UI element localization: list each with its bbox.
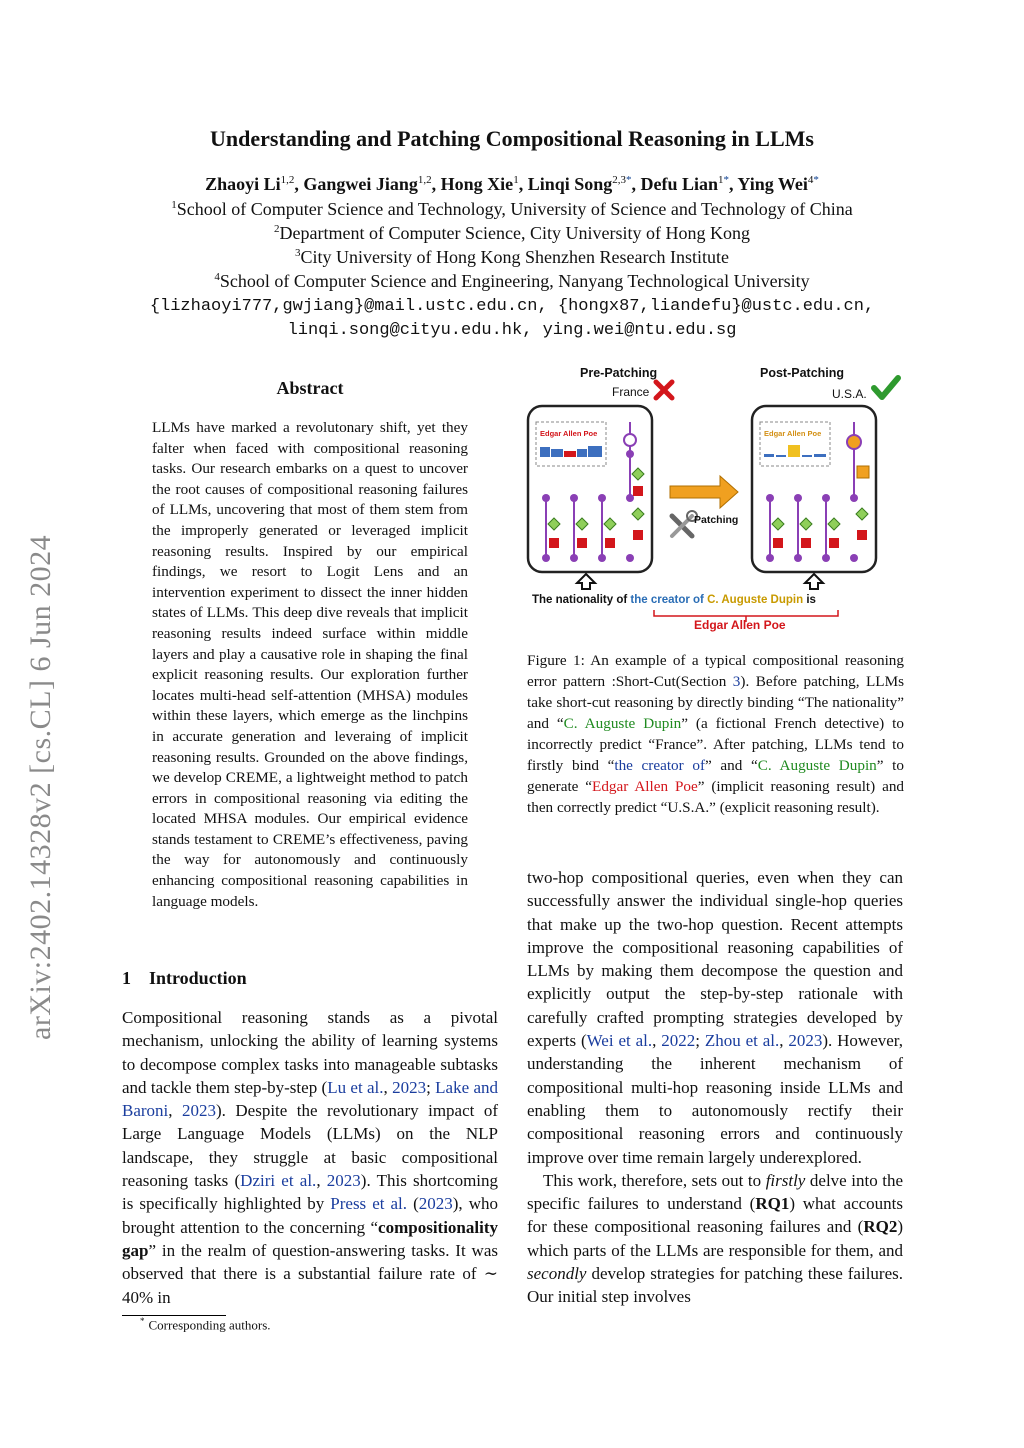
bridge-entity: Edgar Allen Poe [694,618,786,632]
affiliation: $^3$City University of Hong Kong Shenzhen Research Institute [295,247,729,267]
citation-link[interactable]: Lake and Baroni [122,1077,499,1121]
figure-diagram [524,358,910,638]
author: Ying Wei$^{4*}$ [737,174,819,194]
author: Gangwei Jiang$^{1,2}$, [303,174,441,194]
figure-1 [524,358,910,638]
paragraph: This work, therefore, sets out to firstly delve into the specific failures to understand (RQ1) what accounts for these compositional reasoning failures and (RQ2) which parts of the LLMs are responsible for them, and secondly develop strategies for patching these failures. Our initial step involves [527,1170,904,1307]
email-line: linqi.song@cityu.edu.hk, ying.wei@ntu.edu.sg [287,321,737,340]
figure-caption: Figure 1: An example of a typical compositional reasoning error pattern :Short-Cut(Section 3). Before patching, LLMs take short-cut reasoning by directly binding “The nationality” and “C. Auguste Dupin” (a fictional French detective) to incorrectly predict “France”. After patching, LLMs tend to firstly bind “the creator of” and “C. Auguste Dupin” to generate “Edgar Allen Poe” (implicit reasoning result) and then correctly predict “U.S.A.” (explicit reasoning result). [527,652,905,816]
section-heading: 1 Introduction [122,968,247,988]
implicit-result-label: Edgar Allen Poe [540,429,598,438]
affiliation: $^4$School of Computer Science and Engineering, Nanyang Technological University [214,271,810,291]
query-sentence: The nationality of the creator of C. Auguste Dupin is [532,594,816,606]
implicit-result-label: Edgar Allen Poe [764,429,822,438]
affiliation: $^2$Department of Computer Science, City University of Hong Kong [274,223,750,243]
citation-link[interactable]: 2023 [326,1171,361,1191]
citation-link[interactable]: Press et al. [330,1194,408,1214]
citation-link[interactable]: 2022 [661,1031,696,1051]
citation-link[interactable]: 2023 [788,1031,823,1051]
patching-label: Patching [694,514,739,526]
up-arrow-icon [805,574,823,589]
author-list [0,174,1024,195]
citation-link[interactable]: Dziri et al. [240,1171,317,1191]
citation-link[interactable]: Zhou et al. [704,1031,780,1051]
citation-link[interactable]: 2023 [418,1194,453,1214]
abstract-body: LLMs have marked a revolutonary shift, yet they falter when faced with compositional reasoning tasks. Our research embarks on a quest to uncover the root causes of compositional reasoning failures of LLMs, uncovering that most of them stem from the improperly generated or leveraged implicit reasoning results. Inspired by our empirical findings, we resort to Logit Lens and an intervention experiment to dissect the inner hidden states of LLMs. This deep dive reveals that implicit reasoning results indeed surface within middle layers and play a causative role in shaping the final explicit reasoning results. Our exploration further locates multi-head self-attention (MHSA) modules within these layers, which emerge as the linchpins in accurate generation and leveraing of implicit reasoning results. Grounded on the above findings, we develop CREME, a lightweight method to patch errors in compositional reasoning via editing the located MHSA modules. Our empirical evidence stands testament to CREME’s effectiveness, paving the way for autonomously and continuously enhancing compositional reasoning capabilities in language models. [152,419,468,910]
pre-patching-label: Pre-Patching [580,366,658,380]
post-patching-label: Post-Patching [760,366,845,380]
intro-paragraph: Compositional reasoning stands as a pivotal mechanism, unlocking the ability of learning systems to decompose complex tasks into manageable subtasks and tackle them step-by-step (Lu et al., 2023; Lake and Baroni, 2023). Despite the revolutionary impact of Large Language Models (LLMs) on the NLP landscape, they struggle at basic compositional reasoning tasks (Dziri et al., 2023). This shortcoming is specifically highlighted by Press et al. (2023), who brought attention to the concerning “compositionality gap” in the realm of question-answering tasks. It was observed that there is a substantial failure rate of ∼ 40% in [122,1008,499,1307]
right-column-text [527,866,903,1309]
wrong-mark-icon [656,382,672,398]
author: Linqi Song$^{2,3*}$, [527,174,641,194]
citation-link[interactable]: 2023 [392,1077,427,1097]
email-line: {lizhaoyi777,gwjiang}@mail.ustc.edu.cn, {hongx87,liandefu}@ustc.edu.cn, [149,297,875,316]
author: Hong Xie$^1$, [440,174,528,194]
section-link[interactable]: 3 [732,673,741,690]
post-answer: U.S.A. [832,387,867,401]
paragraph: two-hop compositional queries, even when they can successfully answer the individual single-hop queries that make up the two-hop question. Recent attempts improve the compositional reasoning capabilities of LLMs by making them decompose the question and explicitly output the step-by-step rationale with carefully crafted prompting strategies developed by experts (Wei et al., 2022; Zhou et al., 2023). However, understanding the inherent mechanism of compositional multi-hop reasoning inside LLMs and enabling them to autonomously rectify their compositional reasoning errors and continuously improve over time remain largely underexplored. [527,868,904,1167]
paper-title: Understanding and Patching Compositional Reasoning in LLMs [210,126,814,151]
citation-link[interactable]: 2023 [182,1101,217,1121]
arxiv-identifier: arXiv:2402.14328v2 [cs.CL] 6 Jun 2024 [24,534,57,1040]
author: Zhaoyi Li$^{1,2}$, [205,174,304,194]
pre-answer: France [612,385,650,399]
correct-mark-icon [874,378,898,397]
footnote: * Corresponding authors. [140,1316,271,1333]
citation-link[interactable]: Lu et al. [327,1077,384,1097]
patch-arrow-icon [670,476,738,508]
up-arrow-icon [577,574,595,589]
citation-link[interactable]: Wei et al. [586,1031,653,1051]
abstract-heading: Abstract [276,378,344,398]
affiliation: $^1$School of Computer Science and Technology, University of Science and Technology of China [171,199,853,219]
author: Defu Lian$^{1*}$, [640,174,738,194]
